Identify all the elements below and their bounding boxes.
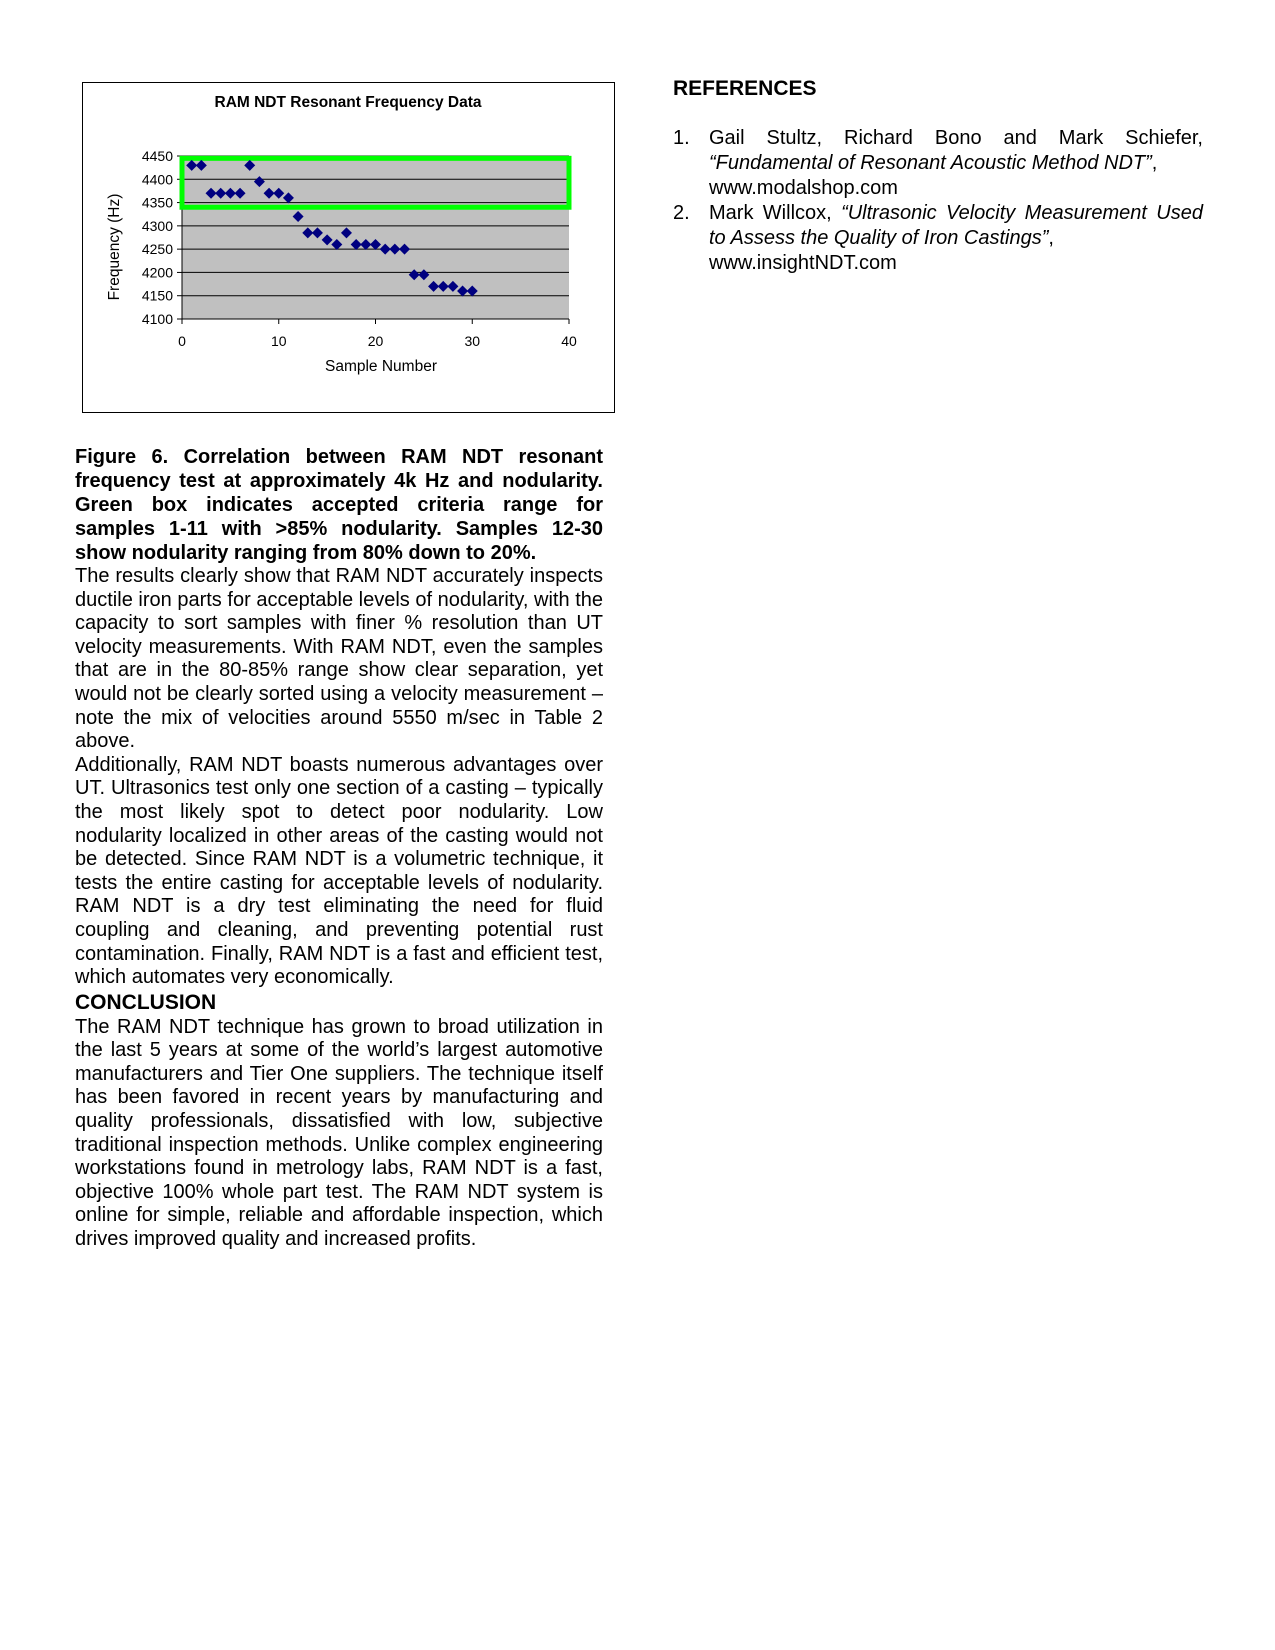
x-tick-label: 0 [178,333,186,349]
x-tick-label: 40 [561,333,577,349]
left-column [75,82,603,1252]
y-tick-label: 4150 [141,287,173,304]
advantages-paragraph: Additionally, RAM NDT boasts numerous advantages over UT. Ultrasonics test only one section of a casting – typically the most likely spot to detect poor nodularity. Low nodularity localized in other areas of the casting would not be detected. Since RAM NDT is a volumetric technique, it tests the entire casting for acceptable levels of nodularity. RAM NDT is a dry test eliminating the need for fluid coupling and cleaning, and preventing potential rust contamination. Finally, RAM NDT is a fast and efficient test, which automates very economically. [75,753,603,989]
reference-authors: Mark Willcox, [709,202,842,224]
y-tick-label: 4300 [141,217,173,234]
x-axis-title: Sample Number [325,358,437,375]
reference-number: 1. [673,127,690,149]
y-tick-label: 4100 [141,311,173,327]
conclusion-heading: CONCLUSION [75,990,217,1014]
plot-area [142,148,577,349]
reference-item [673,126,1203,201]
reference-authors: Gail Stultz, Richard Bono and Mark Schiefer, [709,127,1203,149]
y-tick-label: 4350 [141,194,173,211]
x-tick-label: 20 [367,333,384,349]
results-paragraph: The results clearly show that RAM NDT accurately inspects ductile iron parts for acceptable levels of nodularity, with the capacity to sort samples with finer % resolution than UT velocity measurements. With RAM NDT, even the samples that are in the 80-85% range show clear separation, yet would not be clearly sorted using a velocity measurement – note the mix of velocities around 5550 m/sec in Table 2 above. [75,565,603,753]
reference-text [709,126,1203,201]
chart-svg [83,83,614,412]
right-column [673,76,1203,276]
y-tick-label: 4200 [141,264,173,281]
conclusion-paragraph: The RAM NDT technique has grown to broad utilization in the last 5 years at some of the world’s largest automotive manufacturers and Tier One suppliers. The technique itself has been favored in recent years by manufacturing and quality professionals, dissatisfied with low, subjective traditional inspection methods. Unlike complex engineering workstations found in metrology labs, RAM NDT is a fast, objective 100% whole part test. The RAM NDT system is online for simple, reliable and affordable inspection, which drives improved quality and increased profits. [75,1015,603,1251]
y-axis-title: Frequency (Hz) [106,193,123,301]
x-tick-label: 30 [464,333,481,349]
figure-6-chart [82,82,615,413]
reference-punct: , [1151,152,1158,174]
reference-item [673,201,1203,276]
y-tick-label: 4250 [141,241,173,258]
reference-punct: , [1048,227,1054,249]
reference-url: www.modalshop.com [709,177,898,199]
reference-title: “Fundamental of Resonant Acoustic Method NDT” [709,152,1152,174]
y-tick-label: 4400 [141,171,173,188]
reference-text [709,201,1203,276]
x-tick-label: 10 [270,333,287,349]
chart-title: RAM NDT Resonant Frequency Data [214,94,482,111]
plot-background [182,156,569,319]
references-list [673,126,1203,276]
reference-number: 2. [673,202,690,224]
references-heading: REFERENCES [673,77,817,100]
y-tick-label: 4450 [141,148,173,164]
reference-url: www.insightNDT.com [709,252,897,274]
reference-title: “Ultrasonic Velocity Measurement Used to Assess the Quality of Iron Castings” [709,202,1203,249]
figure-caption: Figure 6. Correlation between RAM NDT resonant frequency test at approximately 4k Hz and nodularity. Green box indicates accepted criteria range for samples 1-11 with >85% nodularity. Samples 12-30 show nodularity ranging from 80% down to 20%. [75,446,603,564]
